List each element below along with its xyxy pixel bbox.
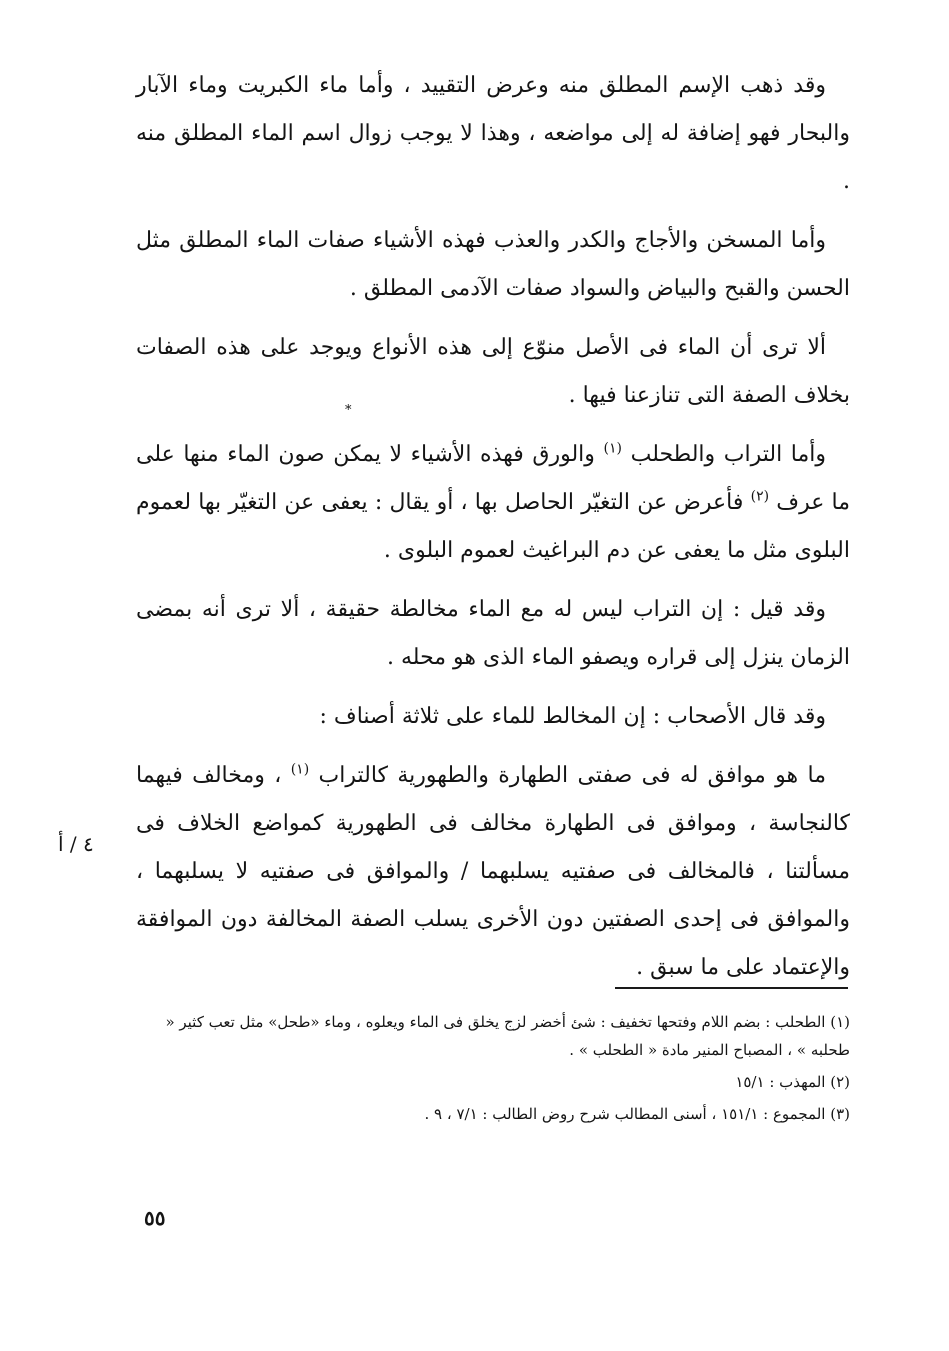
page-number: ٥٥ (144, 1206, 166, 1230)
paragraph-2-text: وأما المسخن والأجاج والكدر والعذب فهذه الأشياء صفات الماء المطلق مثل الحسن والقبح والبياض والسواد صفات الآدمى المطلق . (136, 228, 850, 301)
paragraph-5-text: وقد قيل : إن التراب ليس له مع الماء مخالطة حقيقة ، ألا ترى أنه بمضى الزمان ينزل إلى قراره ويصفو الماء الذى هو محله . (136, 597, 850, 670)
footnote-ref-1: (١) (603, 440, 622, 457)
star-mark: * (345, 403, 352, 418)
paragraph-6-text: وقد قال الأصحاب : إن المخالط للماء على ثلاثة أصناف : (319, 704, 826, 729)
paragraph-5 (136, 586, 850, 682)
footnote-3: (٣) المجموع : ١٥١/١ ، أسنى المطالب شرح روض الطالب : ٧/١ ، ٩ . (424, 1105, 850, 1123)
paragraph-1-text: وقد ذهب الإسم المطلق منه وعرض التقييد ، وأما ماء الكبريت وماء الآبار والبحار فهو إضافة له إلى مواضعه ، وهذا لا يوجب زوال اسم الماء المطلق منه . (136, 73, 850, 194)
footnote-separator (615, 987, 848, 989)
paragraph-7-part-2: ، ومخالف فيهما كالنجاسة ، وموافق فى الطهارة مخالف فى الطهورية كمواضع الخلاف فى مسألتنا ، فالمخالف فى صفتيه يسلبهما / والموافق فى صفتيه لا يسلبهما ، والموافق فى إحدى الصفتين دون الأخرى يسلب الصفة المخالفة دون الموافقة والإعتماد على ما سبق . (136, 763, 850, 980)
main-text (136, 62, 850, 1003)
footnotes (136, 1008, 850, 1132)
paragraph-6 (136, 693, 850, 741)
paragraph-4-part-2: والورق فهذه الأشياء لا يمكن صون الماء منها على ما عرف (136, 442, 851, 515)
paragraph-7 (136, 752, 850, 992)
footnote-ref-2: (٢) (750, 488, 770, 505)
paragraph-2 (136, 217, 850, 313)
footnote-1: (١) الطحلب : بضم اللام وفتحها تخفيف : شئ أخضر لزج يخلق فى الماء ويعلوه ، وماء «طحل» مثل تعب كثير « طحلبه » ، المصباح المنير مادة « الطحلب » . (165, 1013, 850, 1059)
folio-margin-note: ٤ / أ (58, 832, 94, 856)
footnote-2: (٢) المهذب : ١٥/١ (735, 1073, 850, 1091)
paragraph-3 (136, 324, 850, 420)
paragraph-4-part-3: فأعرض عن التغيّر الحاصل بها ، أو يقال : يعفى عن التغيّر بها لعموم البلوى مثل ما يعفى عن دم البراغيث لعموم البلوى . (136, 490, 850, 563)
paragraph-4-part-1: وأما التراب والطحلب (630, 442, 827, 467)
paragraph-4 (136, 431, 850, 575)
footnote-ref-3: (١) (290, 761, 310, 778)
paragraph-1 (136, 62, 850, 206)
paragraph-7-part-1: ما هو موافق له فى صفتى الطهارة والطهورية كالتراب (318, 763, 826, 788)
paragraph-3-text: ألا ترى أن الماء فى الأصل منوّع إلى هذه الأنواع ويوجد على هذه الصفات بخلاف الصفة التى تنازعنا فيها . (136, 335, 850, 408)
